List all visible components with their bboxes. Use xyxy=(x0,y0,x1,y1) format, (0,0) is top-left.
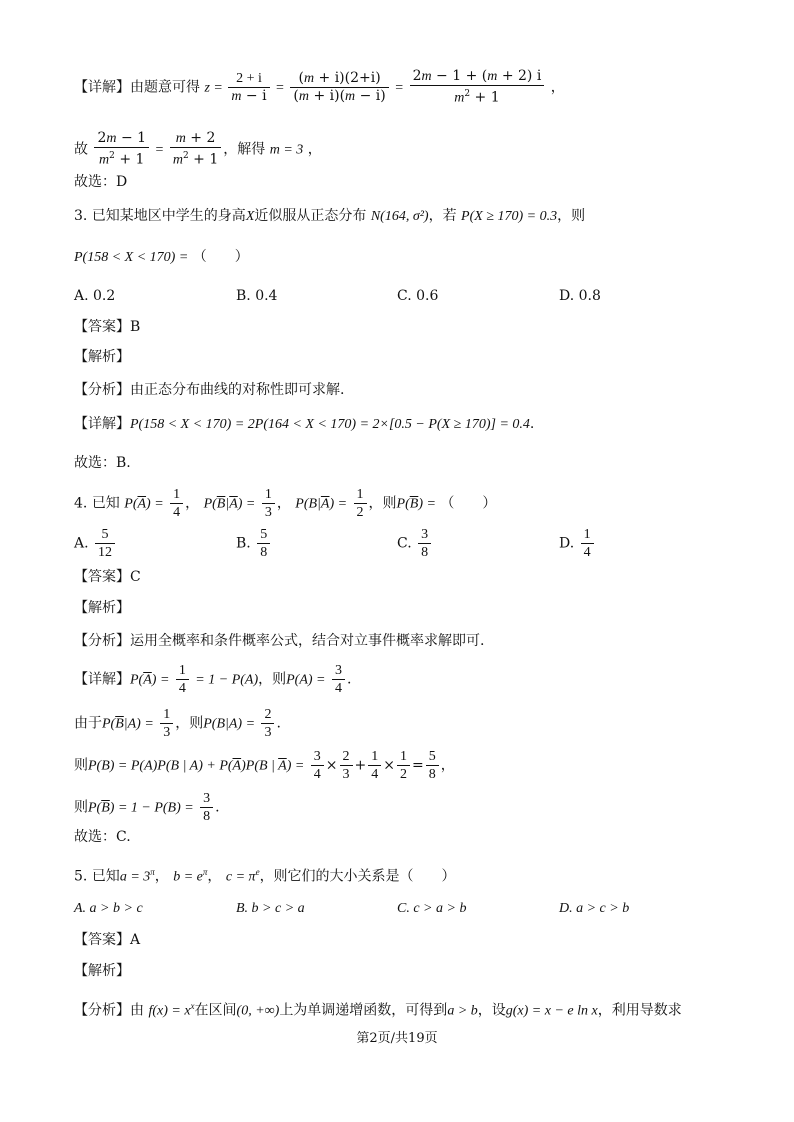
answer-line: 故选：D xyxy=(74,174,128,190)
q3-analysis-tag: 【解析】 xyxy=(74,349,130,365)
q3-option-a: A. 0.2 xyxy=(74,288,116,304)
q5-option-b: B. b > c > a xyxy=(236,901,305,916)
detail-line-1: 【详解】由题意可得 z = $\frac{2 + i}{m - i}$ = $\frac{(m + i)(2+i)}{(m + i)(m - i)}$ = $\frac{2m - 1 + (m + 2) i}{m^2 + 1}$ ， xyxy=(74,68,565,106)
q5-fenxi: 【分析】由 $f(x) = x^x$在区间(0, +∞)上为单调递增函数，可得到a > b，设g(x) = x − e ln x，利用导数求 xyxy=(74,1001,682,1019)
q3-option-b: B. 0.4 xyxy=(236,288,278,304)
q5-analysis-tag: 【解析】 xyxy=(74,963,130,979)
q4-option-a: A. $\frac{5}{12}$ xyxy=(74,526,117,561)
fraction: $\frac{1}{4}$ xyxy=(170,486,183,521)
q5-option-d: D. a > c > b xyxy=(559,901,630,916)
fraction: $\frac{2 + i}{m - i}$ xyxy=(228,70,269,105)
q3-answer: 【答案】B xyxy=(74,319,141,335)
q4-xiangjie-4: 则$P(\overline{B}) = 1 - P(B)$ = $\frac{3}{8}$ . xyxy=(74,791,220,824)
q4-analysis-tag: 【解析】 xyxy=(74,600,130,616)
fraction: $\frac{1}{3}$ xyxy=(262,486,275,521)
q4-option-d: D. $\frac{1}{4}$ xyxy=(559,526,596,561)
q5-answer: 【答案】A xyxy=(74,932,141,948)
q3-fenxi: 【分析】由正态分布曲线的对称性即可求解. xyxy=(74,382,345,398)
q4-answer: 【答案】C xyxy=(74,569,141,585)
q3-xiangjie: 【详解】P(158 < X < 170) = 2P(164 < X < 170) = 2×[0.5 − P(X ≥ 170)] = 0.4. xyxy=(74,416,535,432)
fraction: $\frac{m + 2}{m^2 + 1}$ xyxy=(170,130,221,169)
question-3-expr: P(158 < X < 170) = （ ） xyxy=(74,249,249,265)
fraction: $\frac{1}{2}$ xyxy=(354,486,367,521)
question-4: 4. 已知 $P(\overline{A})$ = $\frac{1}{4}$ ， $P(\overline{B}|\overline{A})$ = $\frac{1}{3}$ ， $P(B|\overline{A})$ = $\frac{1}{2}$ ，则$P(\overline{B})$ = （ ） xyxy=(74,487,497,520)
q4-fenxi: 【分析】运用全概率和条件概率公式，结合对立事件概率求解即可. xyxy=(74,633,485,649)
q4-xiangjie-2: 由于$P(\overline{B}|A)$ = $\frac{1}{3}$ ，则P(B|A) = $\frac{2}{3}$ . xyxy=(74,707,281,740)
q5-option-a: A. a > b > c xyxy=(74,901,143,916)
detail-line-2: 故 $\frac{2m - 1}{m^2 + 1}$ = $\frac{m + 2}{m^2 + 1}$ ，解得 m = 3 ， xyxy=(74,130,322,168)
q4-option-b: B. $\frac{5}{8}$ xyxy=(236,526,272,561)
q3-option-d: D. 0.8 xyxy=(559,288,601,304)
detail-tag: 【详解】 xyxy=(74,79,130,96)
page-footer: 第2页/共19页 xyxy=(356,1031,438,1046)
q4-xiangjie-3: 则P(B) = P(A)P(B | $A) + P(\overline{A})P(B$ | $\overline{A}$) = $\frac{3}{4}$ × $\frac{2}{3}$ + $\frac{1}{4}$ × $\frac{1}{2}$ = $\frac{5}{8}$ ， xyxy=(74,749,455,782)
fraction: $\frac{(m + i)(2+i)}{(m + i)(m - i)}$ xyxy=(290,70,388,105)
q4-xiangjie-1: 【详解】$P(\overline{A})$ = $\frac{1}{4}$ = 1 − P(A)，则P(A) = $\frac{3}{4}$ . xyxy=(74,663,352,696)
q5-option-c: C. c > a > b xyxy=(397,901,467,916)
question-3: 3. 已知某地区中学生的身高X近似服从正态分布 N(164, σ²)，若 P(X ≥ 170) = 0.3，则 xyxy=(74,208,586,224)
q3-choose: 故选：B. xyxy=(74,455,131,471)
fraction: $\frac{2m - 1}{m^2 + 1}$ xyxy=(94,130,149,169)
fraction: $\frac{2m - 1 + (m + 2) i}{m^2 + 1}$ xyxy=(410,68,545,107)
q4-choose: 故选：C. xyxy=(74,829,131,845)
detail-text: 由题意可得 xyxy=(130,79,200,96)
question-5: 5. 已知$a = 3^\pi$， $b = e^\pi$， $c = \pi^e$，则它们的大小关系是（ ） xyxy=(74,867,456,885)
formula-z: z = xyxy=(204,80,227,96)
q4-option-c: C. $\frac{3}{8}$ xyxy=(397,526,433,561)
q3-option-c: C. 0.6 xyxy=(397,288,439,304)
